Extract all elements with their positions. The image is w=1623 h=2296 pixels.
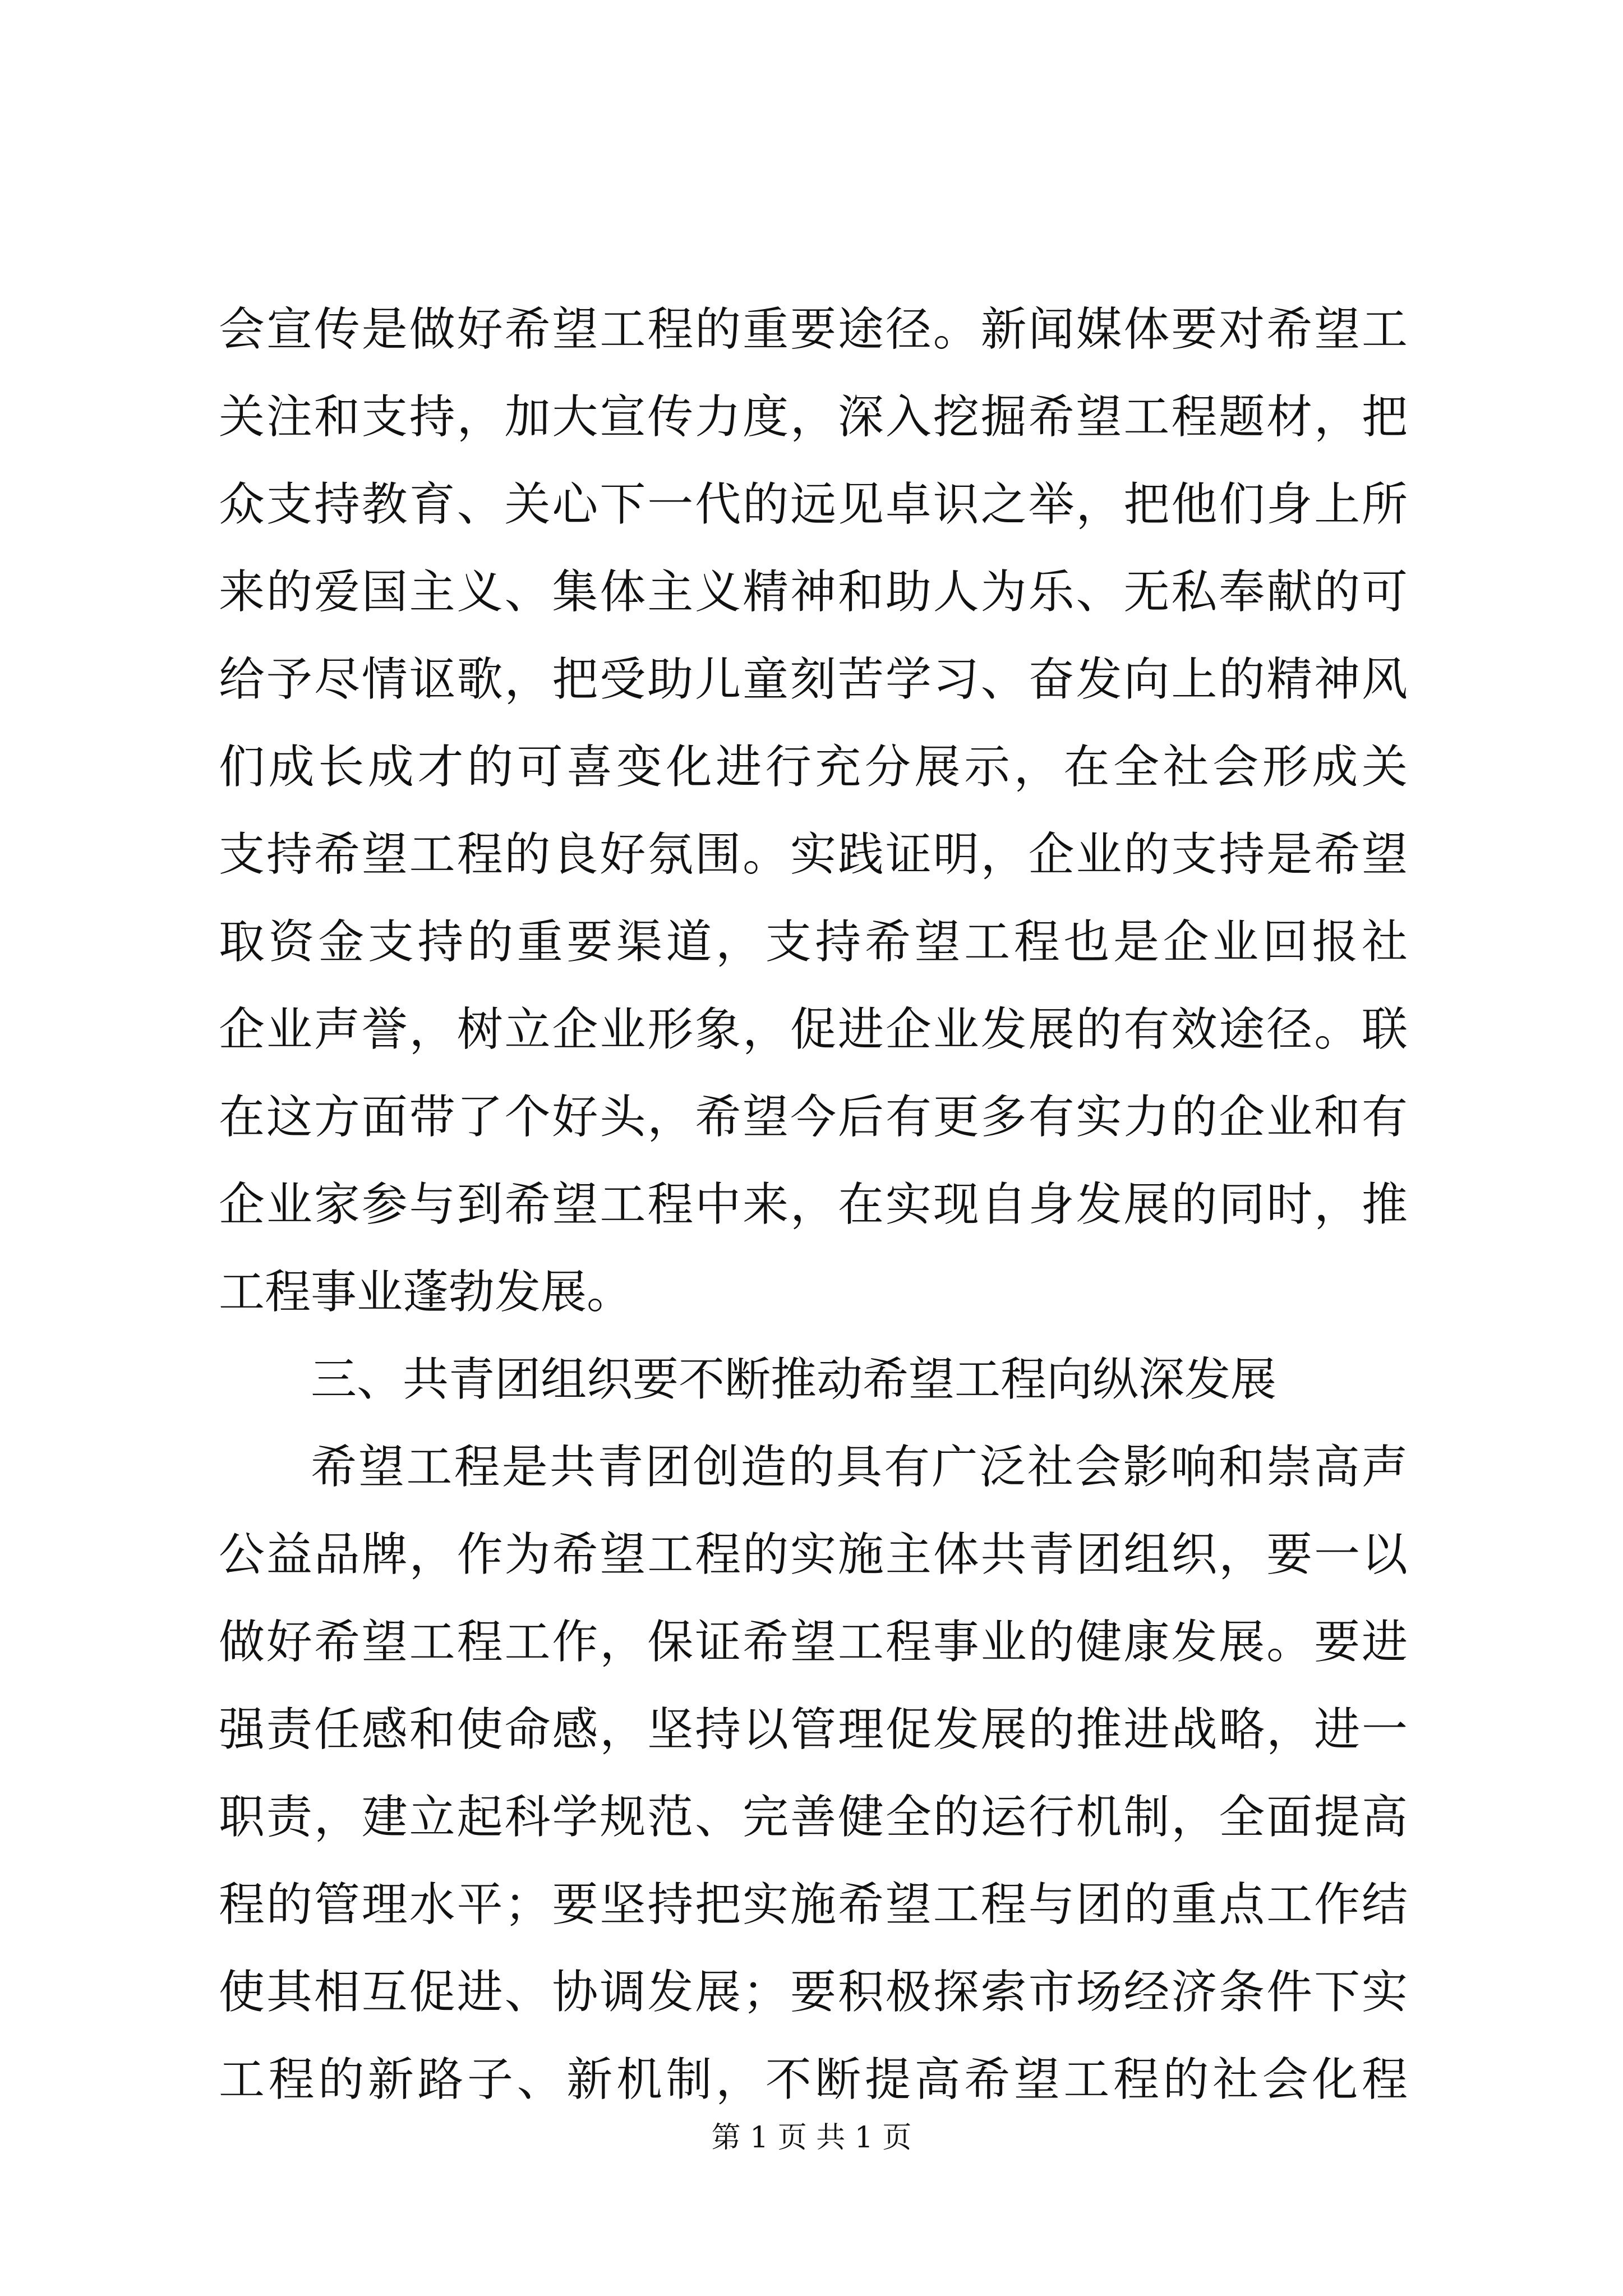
text-line: 希望工程是共青团创造的具有广泛社会影响和崇高声 — [311, 1441, 1408, 1494]
section-heading: 三、共青团组织要不断推动希望工程向纵深发展 — [311, 1353, 1277, 1406]
page-number-footer: 第 1 页 共 1 页 — [711, 2121, 912, 2155]
document-body — [219, 286, 1408, 2124]
text-line: 们成长成才的可喜变化进行充分展示，在全社会形成关 — [219, 740, 1408, 794]
text-line: 使其相互促进、协调发展；要积极探索市场经济条件下实 — [219, 1966, 1408, 2019]
text-line: 取资金支持的重要渠道，支持希望工程也是企业回报社 — [219, 915, 1408, 969]
text-line: 会宣传是做好希望工程的重要途径。新闻媒体要对希望工 — [219, 303, 1408, 356]
text-line: 给予尽情讴歌，把受助儿童刻苦学习、奋发向上的精神风 — [219, 653, 1408, 706]
text-line: 企业声誉，树立企业形象，促进企业发展的有效途径。联 — [219, 1003, 1408, 1056]
text-line: 企业家参与到希望工程中来，在实现自身发展的同时，推 — [219, 1178, 1408, 1231]
text-line: 职责，建立起科学规范、完善健全的运行机制，全面提高 — [219, 1791, 1408, 1844]
text-line: 众支持教育、关心下一代的远见卓识之举，把他们身上所 — [219, 478, 1408, 531]
text-line: 来的爱国主义、集体主义精神和助人为乐、无私奉献的可 — [219, 565, 1408, 619]
text-line: 做好希望工程工作，保证希望工程事业的健康发展。要进 — [219, 1616, 1408, 1669]
text-line: 程的管理水平；要坚持把实施希望工程与团的重点工作结 — [219, 1878, 1408, 1931]
text-line: 强责任感和使命感，坚持以管理促发展的推进战略，进一 — [219, 1703, 1408, 1756]
text-line: 工程事业蓬勃发展。 — [219, 1266, 633, 1319]
text-line: 关注和支持，加大宣传力度，深入挖掘希望工程题材，把 — [219, 390, 1408, 444]
text-line: 在这方面带了个好头，希望今后有更多有实力的企业和有 — [219, 1091, 1408, 1144]
text-line: 工程的新路子、新机制，不断提高希望工程的社会化程 — [219, 2053, 1408, 2106]
text-line: 支持希望工程的良好氛围。实践证明，企业的支持是希望 — [219, 828, 1408, 881]
text-line: 公益品牌，作为希望工程的实施主体共青团组织，要一以 — [219, 1528, 1408, 1581]
